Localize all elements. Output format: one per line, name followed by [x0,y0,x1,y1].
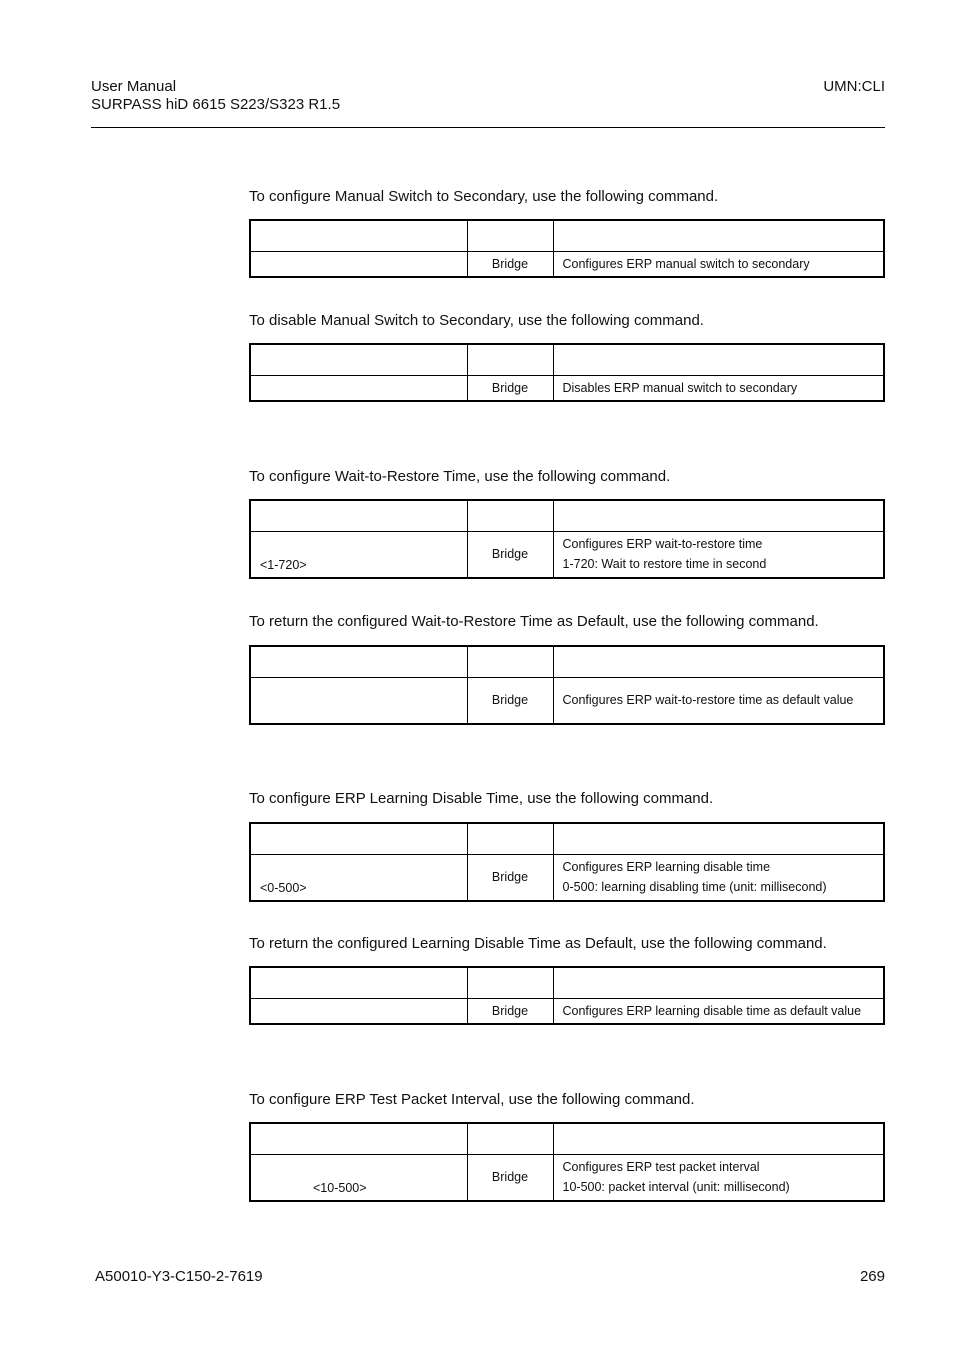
command-cell: <1-720> [250,532,467,578]
command-table [249,645,885,725]
section-intro: To configure ERP Test Packet Interval, use the following command. [249,1091,695,1108]
table-header-row [250,344,884,376]
description-cell [553,532,884,578]
table-row [250,1155,884,1201]
section-intro: To configure Manual Switch to Secondary, use the following command. [249,188,719,205]
description-line: Configures ERP manual switch to secondary [562,256,810,271]
description-line: Configures ERP wait-to-restore time [562,537,763,552]
description-cell [553,855,884,901]
mode-cell: Bridge [467,999,553,1024]
description-line: Configures ERP wait-to-restore time as default value [562,693,854,708]
mode-cell: Bridge [467,252,553,277]
description-cell [553,252,884,277]
manual-title: User Manual [91,78,177,95]
product-title: SURPASS hiD 6615 S223/S323 R1.5 [91,96,341,113]
command-table [249,219,885,278]
description-line: Disables ERP manual switch to secondary [562,380,798,395]
description-line: 1-720: Wait to restore time in second [562,557,767,572]
page-number: 269 [859,1268,885,1285]
command-table [249,343,885,402]
command-cell [250,252,467,277]
table-header-row [250,500,884,532]
table-row [250,999,884,1024]
command-cell: <0-500> [250,855,467,901]
command-cell [250,376,467,401]
mode-cell: Bridge [467,532,553,578]
description-line: Configures ERP test packet interval [562,1160,760,1175]
description-cell [553,376,884,401]
command-table [249,1122,885,1202]
description-line: Configures ERP learning disable time as default value [562,1003,862,1018]
description-cell [553,1155,884,1201]
header-divider [91,127,885,128]
table-header-row [250,823,884,855]
table-header-row [250,646,884,678]
description-cell [553,678,884,724]
table-header-row [250,967,884,999]
table-header-row [250,220,884,252]
description-line: Configures ERP learning disable time [562,860,771,875]
command-cell [250,999,467,1024]
description-line: 0-500: learning disabling time (unit: millisecond) [562,880,827,895]
command-table [249,499,885,579]
section-intro: To return the configured Wait-to-Restore Time as Default, use the following command. [249,613,819,630]
table-row [250,855,884,901]
table-row [250,532,884,578]
command-cell: <10-500> [250,1155,467,1201]
description-line: 10-500: packet interval (unit: millisecond) [562,1180,790,1195]
section-intro: To configure ERP Learning Disable Time, use the following command. [249,790,714,807]
description-cell [553,999,884,1024]
command-cell [250,678,467,724]
mode-cell: Bridge [467,855,553,901]
section-intro: To disable Manual Switch to Secondary, use the following command. [249,312,704,329]
command-table [249,966,885,1025]
mode-cell: Bridge [467,678,553,724]
section-intro: To return the configured Learning Disable Time as Default, use the following command. [249,935,827,952]
mode-cell: Bridge [467,376,553,401]
footer-doc-id: A50010-Y3-C150-2-7619 [95,1268,263,1285]
doc-code: UMN:CLI [823,78,885,95]
table-row [250,252,884,277]
table-row [250,678,884,724]
mode-cell: Bridge [467,1155,553,1201]
command-table [249,822,885,902]
table-row [250,376,884,401]
header-title [91,78,340,114]
table-header-row [250,1123,884,1155]
section-intro: To configure Wait-to-Restore Time, use the following command. [249,468,671,485]
